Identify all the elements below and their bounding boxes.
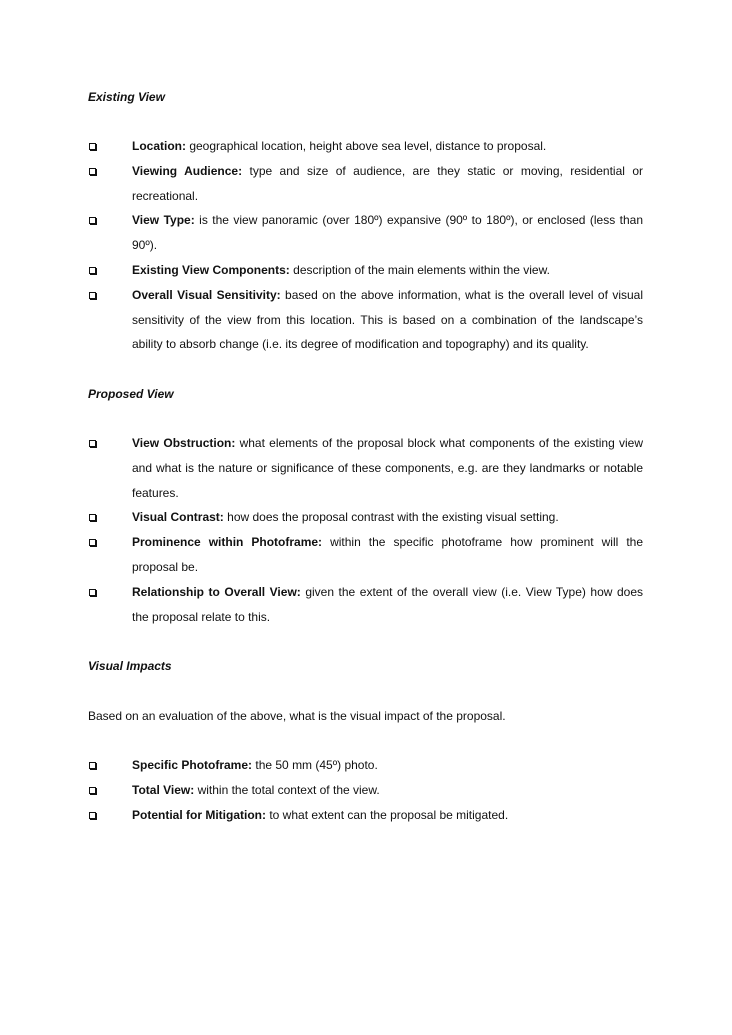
list-item-total-view [0, 778, 643, 803]
list-item-specific-photoframe [0, 753, 643, 778]
checkbox-bullet-icon [89, 514, 96, 521]
item-text: given the extent of the overall view (i.e. View Type) how does the proposal relate to this. [132, 584, 643, 624]
item-term: Relationship to Overall View: [132, 584, 301, 599]
existing-view-list [0, 134, 732, 357]
list-item-overall-visual-sensitivity [0, 283, 643, 357]
item-text: description of the main elements within the view. [289, 262, 550, 277]
checkbox-bullet-icon [89, 589, 96, 596]
item-term: Potential for Mitigation: [132, 807, 266, 822]
item-text: the 50 mm (45º) photo. [252, 758, 378, 772]
checkbox-bullet-icon [89, 762, 96, 769]
item-text: type and size of audience, are they static or moving, residential or recreational. [132, 163, 643, 203]
visual-impacts-list [0, 753, 732, 827]
checkbox-bullet-icon [89, 143, 96, 150]
checkbox-bullet-icon [89, 812, 96, 819]
checkbox-bullet-icon [89, 168, 96, 175]
list-item-existing-view-components [0, 258, 643, 283]
checkbox-bullet-icon [89, 440, 96, 447]
item-term: Total View: [132, 782, 195, 797]
list-item-prominence-within-photoframe [0, 530, 643, 580]
item-term: Viewing Audience: [132, 163, 243, 178]
item-term: Specific Photoframe: [132, 758, 253, 772]
checkbox-bullet-icon [89, 787, 96, 794]
item-text: within the specific photoframe how prominent will the proposal be. [132, 535, 643, 574]
checkbox-bullet-icon [89, 217, 96, 224]
checkbox-bullet-icon [89, 292, 96, 299]
item-text: geographical location, height above sea level, distance to proposal. [186, 139, 547, 153]
list-item-visual-contrast [0, 505, 643, 530]
item-term: Overall Visual Sensitivity: [132, 287, 281, 302]
item-text: within the total context of the view. [194, 782, 380, 797]
section-heading-existing-view: Existing View [88, 90, 165, 104]
list-item-viewing-audience [0, 159, 643, 209]
section-heading-proposed-view: Proposed View [88, 387, 174, 401]
visual-impacts-intro: Based on an evaluation of the above, what is the visual impact of the proposal. [88, 709, 506, 723]
proposed-view-list [0, 431, 732, 629]
item-term: View Obstruction: [132, 436, 236, 450]
item-text: how does the proposal contrast with the existing visual setting. [223, 510, 559, 525]
checkbox-bullet-icon [89, 267, 96, 274]
item-term: View Type: [132, 213, 195, 228]
list-item-view-type [0, 208, 643, 258]
list-item-location [0, 134, 643, 159]
item-term: Existing View Components: [132, 262, 290, 277]
item-text: to what extent can the proposal be mitigated. [266, 807, 509, 822]
list-item-view-obstruction [0, 431, 643, 505]
list-item-potential-for-mitigation [0, 803, 643, 828]
list-item-relationship-to-overall-view [0, 580, 643, 630]
item-text: what elements of the proposal block what components of the existing view and what is the nature or significance of these components, e.g. are they landmarks or notable features. [132, 436, 643, 500]
item-text: based on the above information, what is the overall level of visual sensitivity of the view from this location. This is based on a combination of the landscape’s ability to absorb change (i.e. its degree of modification and topography) and its quality. [132, 287, 643, 352]
item-term: Location: [132, 139, 186, 153]
section-heading-visual-impacts: Visual Impacts [88, 659, 172, 673]
item-term: Prominence within Photoframe: [132, 535, 323, 550]
checkbox-bullet-icon [89, 539, 96, 546]
item-term: Visual Contrast: [132, 510, 224, 525]
item-text: is the view panoramic (over 180º) expansive (90º to 180º), or enclosed (less than 90º). [132, 213, 644, 253]
